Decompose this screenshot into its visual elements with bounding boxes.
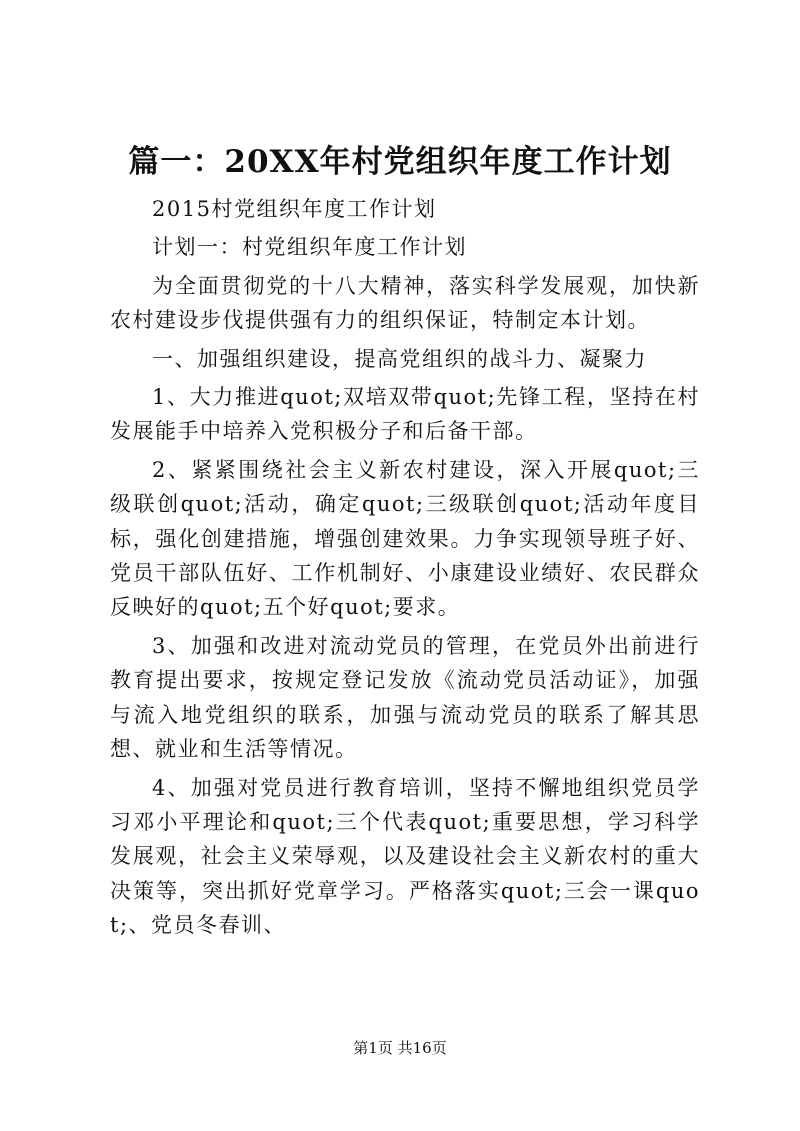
paragraph-item-2: 2、紧紧围绕社会主义新农村建设，深入开展quot;三级联创quot;活动，确定quot;三级联创quot;活动年度目标，强化创建措施，增强创建效果。力争实现领导班子好、党员干部队伍好、工作机制好、小康建设业绩好、农民群众反映好的quot;五个好quot;要求。	[110, 457, 700, 620]
page-footer: 第1页 共16页	[353, 1039, 447, 1057]
paragraph-subtitle: 2015村党组织年度工作计划	[152, 197, 437, 221]
document-title: 篇一：20XX年村党组织年度工作计划	[128, 144, 672, 180]
paragraph-item-3: 3、加强和改进对流动党员的管理，在党员外出前进行教育提出要求，按规定登记发放《流动党员活动证》，加强与流入地党组织的联系，加强与流动党员的联系了解其思想、就业和生活等情况。	[110, 633, 700, 762]
paragraph-intro: 为全面贯彻党的十八大精神，落实科学发展观，加快新农村建设步伐提供强有力的组织保证，特制定本计划。	[110, 273, 700, 333]
paragraph-plan-heading: 计划一：村党组织年度工作计划	[152, 235, 467, 260]
paragraph-section-heading: 一、加强组织建设，提高党组织的战斗力、凝聚力	[152, 346, 647, 371]
paragraph-item-4: 4、加强对党员进行教育培训，坚持不懈地组织党员学习邓小平理论和quot;三个代表quot;重要思想，学习科学发展观，社会主义荣辱观，以及建设社会主义新农村的重大决策等，突出抓好党章学习。严格落实quot;三会一课quot;、党员冬春训、	[110, 775, 700, 938]
document-body	[110, 192, 700, 947]
paragraph-item-1: 1、大力推进quot;双培双带quot;先锋工程，坚持在村发展能手中培养入党积极分子和后备干部。	[110, 385, 700, 444]
